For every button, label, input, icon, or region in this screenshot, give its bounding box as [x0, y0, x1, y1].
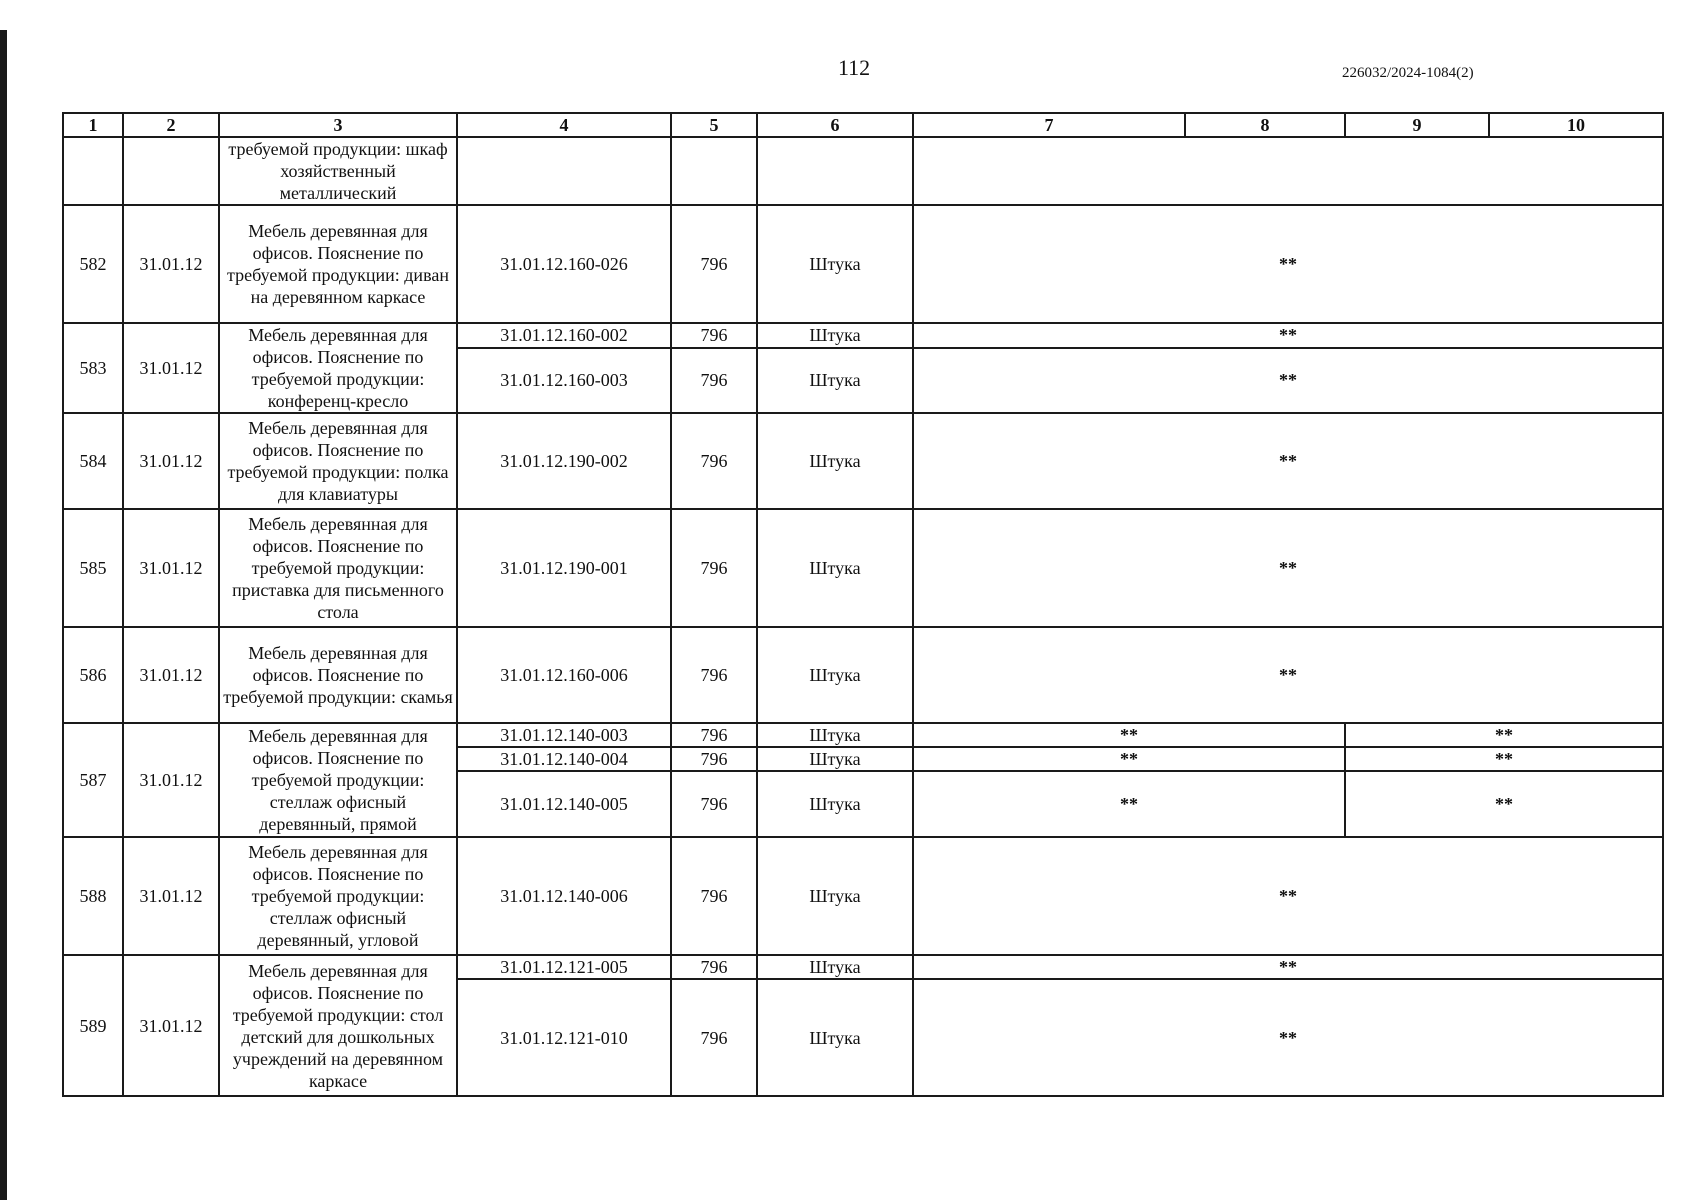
- table-row: [63, 955, 1663, 979]
- header-row: [63, 113, 1663, 137]
- column-header: 5: [671, 113, 757, 137]
- cell-okpd: 31.01.12: [123, 837, 219, 955]
- cell-okei: [671, 137, 757, 205]
- cell-unit: Штука: [757, 771, 913, 837]
- cell-unit: Штука: [757, 979, 913, 1096]
- column-header: 10: [1489, 113, 1663, 137]
- cell-okei: 796: [671, 627, 757, 723]
- cell-unit: Штука: [757, 348, 913, 413]
- scan-edge: [0, 30, 7, 1200]
- cell-code: 31.01.12.140-004: [457, 747, 671, 771]
- cell-number: 583: [63, 323, 123, 413]
- column-header: 7: [913, 113, 1185, 137]
- cell-unit: Штука: [757, 955, 913, 979]
- cell-characteristics-right: **: [1345, 723, 1663, 747]
- cell-code: 31.01.12.160-003: [457, 348, 671, 413]
- cell-code: 31.01.12.121-005: [457, 955, 671, 979]
- cell-description: Мебель деревянная для офисов. Пояснение по требуемой продукции: стеллаж офисный деревянный, прямой: [219, 723, 457, 837]
- cell-number: 588: [63, 837, 123, 955]
- cell-characteristics: **: [913, 413, 1663, 509]
- cell-characteristics: **: [913, 627, 1663, 723]
- column-header: 6: [757, 113, 913, 137]
- cell-description: Мебель деревянная для офисов. Пояснение по требуемой продукции: приставка для письменного стола: [219, 509, 457, 627]
- cell-okei: 796: [671, 955, 757, 979]
- cell-okei: 796: [671, 979, 757, 1096]
- cell-okei: 796: [671, 413, 757, 509]
- cell-description: Мебель деревянная для офисов. Пояснение по требуемой продукции: диван на деревянном каркасе: [219, 205, 457, 323]
- column-header: 9: [1345, 113, 1489, 137]
- cell-okpd: [123, 137, 219, 205]
- column-header: 2: [123, 113, 219, 137]
- cell-characteristics: [913, 137, 1663, 205]
- cell-unit: Штука: [757, 323, 913, 348]
- cell-description: Мебель деревянная для офисов. Пояснение по требуемой продукции: полка для клавиатуры: [219, 413, 457, 509]
- cell-code: 31.01.12.160-002: [457, 323, 671, 348]
- cell-okei: 796: [671, 837, 757, 955]
- cell-okpd: 31.01.12: [123, 955, 219, 1096]
- cell-unit: Штука: [757, 413, 913, 509]
- cell-okpd: 31.01.12: [123, 323, 219, 413]
- cell-characteristics-right: **: [1345, 747, 1663, 771]
- cell-description: требуемой продукции: шкаф хозяйственный металлический: [219, 137, 457, 205]
- table-row: [63, 723, 1663, 747]
- cell-description: Мебель деревянная для офисов. Пояснение по требуемой продукции: конференц-кресло: [219, 323, 457, 413]
- cell-number: 586: [63, 627, 123, 723]
- cell-number: [63, 137, 123, 205]
- table-row: [63, 323, 1663, 348]
- table-row: [63, 509, 1663, 627]
- cell-code: 31.01.12.160-026: [457, 205, 671, 323]
- cell-unit: Штука: [757, 837, 913, 955]
- cell-code: 31.01.12.190-001: [457, 509, 671, 627]
- table-row: [63, 205, 1663, 323]
- cell-number: 587: [63, 723, 123, 837]
- cell-code: 31.01.12.190-002: [457, 413, 671, 509]
- cell-unit: Штука: [757, 723, 913, 747]
- cell-number: 585: [63, 509, 123, 627]
- cell-characteristics: **: [913, 348, 1663, 413]
- cell-characteristics: **: [913, 837, 1663, 955]
- cell-unit: Штука: [757, 627, 913, 723]
- products-table: [62, 112, 1664, 1097]
- cell-okei: 796: [671, 323, 757, 348]
- table-row-continuation: [63, 137, 1663, 205]
- cell-characteristics: **: [913, 979, 1663, 1096]
- cell-unit: Штука: [757, 747, 913, 771]
- cell-characteristics: **: [913, 323, 1663, 348]
- cell-description: Мебель деревянная для офисов. Пояснение по требуемой продукции: стол детский для дошкольных учреждений на деревянном каркасе: [219, 955, 457, 1096]
- cell-characteristics-left: **: [913, 723, 1345, 747]
- cell-code: 31.01.12.140-003: [457, 723, 671, 747]
- column-header: 4: [457, 113, 671, 137]
- column-header: 3: [219, 113, 457, 137]
- cell-description: Мебель деревянная для офисов. Пояснение по требуемой продукции: скамья: [219, 627, 457, 723]
- cell-okei: 796: [671, 723, 757, 747]
- cell-number: 589: [63, 955, 123, 1096]
- page-number: 112: [838, 55, 871, 80]
- table-row: [63, 413, 1663, 509]
- cell-characteristics-right: **: [1345, 771, 1663, 837]
- cell-unit: [757, 137, 913, 205]
- cell-code: 31.01.12.121-010: [457, 979, 671, 1096]
- table-row: [63, 627, 1663, 723]
- cell-okei: 796: [671, 747, 757, 771]
- cell-okei: 796: [671, 509, 757, 627]
- cell-okei: 796: [671, 771, 757, 837]
- cell-okpd: 31.01.12: [123, 205, 219, 323]
- cell-okpd: 31.01.12: [123, 723, 219, 837]
- cell-code: 31.01.12.140-005: [457, 771, 671, 837]
- cell-characteristics: **: [913, 509, 1663, 627]
- cell-code: [457, 137, 671, 205]
- cell-unit: Штука: [757, 205, 913, 323]
- cell-okei: 796: [671, 205, 757, 323]
- cell-characteristics: **: [913, 955, 1663, 979]
- column-header: 1: [63, 113, 123, 137]
- cell-number: 582: [63, 205, 123, 323]
- table-row: [63, 837, 1663, 955]
- column-header: 8: [1185, 113, 1345, 137]
- document-reference: 226032/2024-1084(2): [1342, 65, 1474, 81]
- cell-okei: 796: [671, 348, 757, 413]
- cell-okpd: 31.01.12: [123, 509, 219, 627]
- cell-number: 584: [63, 413, 123, 509]
- cell-characteristics-left: **: [913, 771, 1345, 837]
- cell-code: 31.01.12.160-006: [457, 627, 671, 723]
- cell-characteristics-left: **: [913, 747, 1345, 771]
- cell-characteristics: **: [913, 205, 1663, 323]
- cell-description: Мебель деревянная для офисов. Пояснение по требуемой продукции: стеллаж офисный деревянный, угловой: [219, 837, 457, 955]
- cell-okpd: 31.01.12: [123, 413, 219, 509]
- cell-unit: Штука: [757, 509, 913, 627]
- cell-code: 31.01.12.140-006: [457, 837, 671, 955]
- cell-okpd: 31.01.12: [123, 627, 219, 723]
